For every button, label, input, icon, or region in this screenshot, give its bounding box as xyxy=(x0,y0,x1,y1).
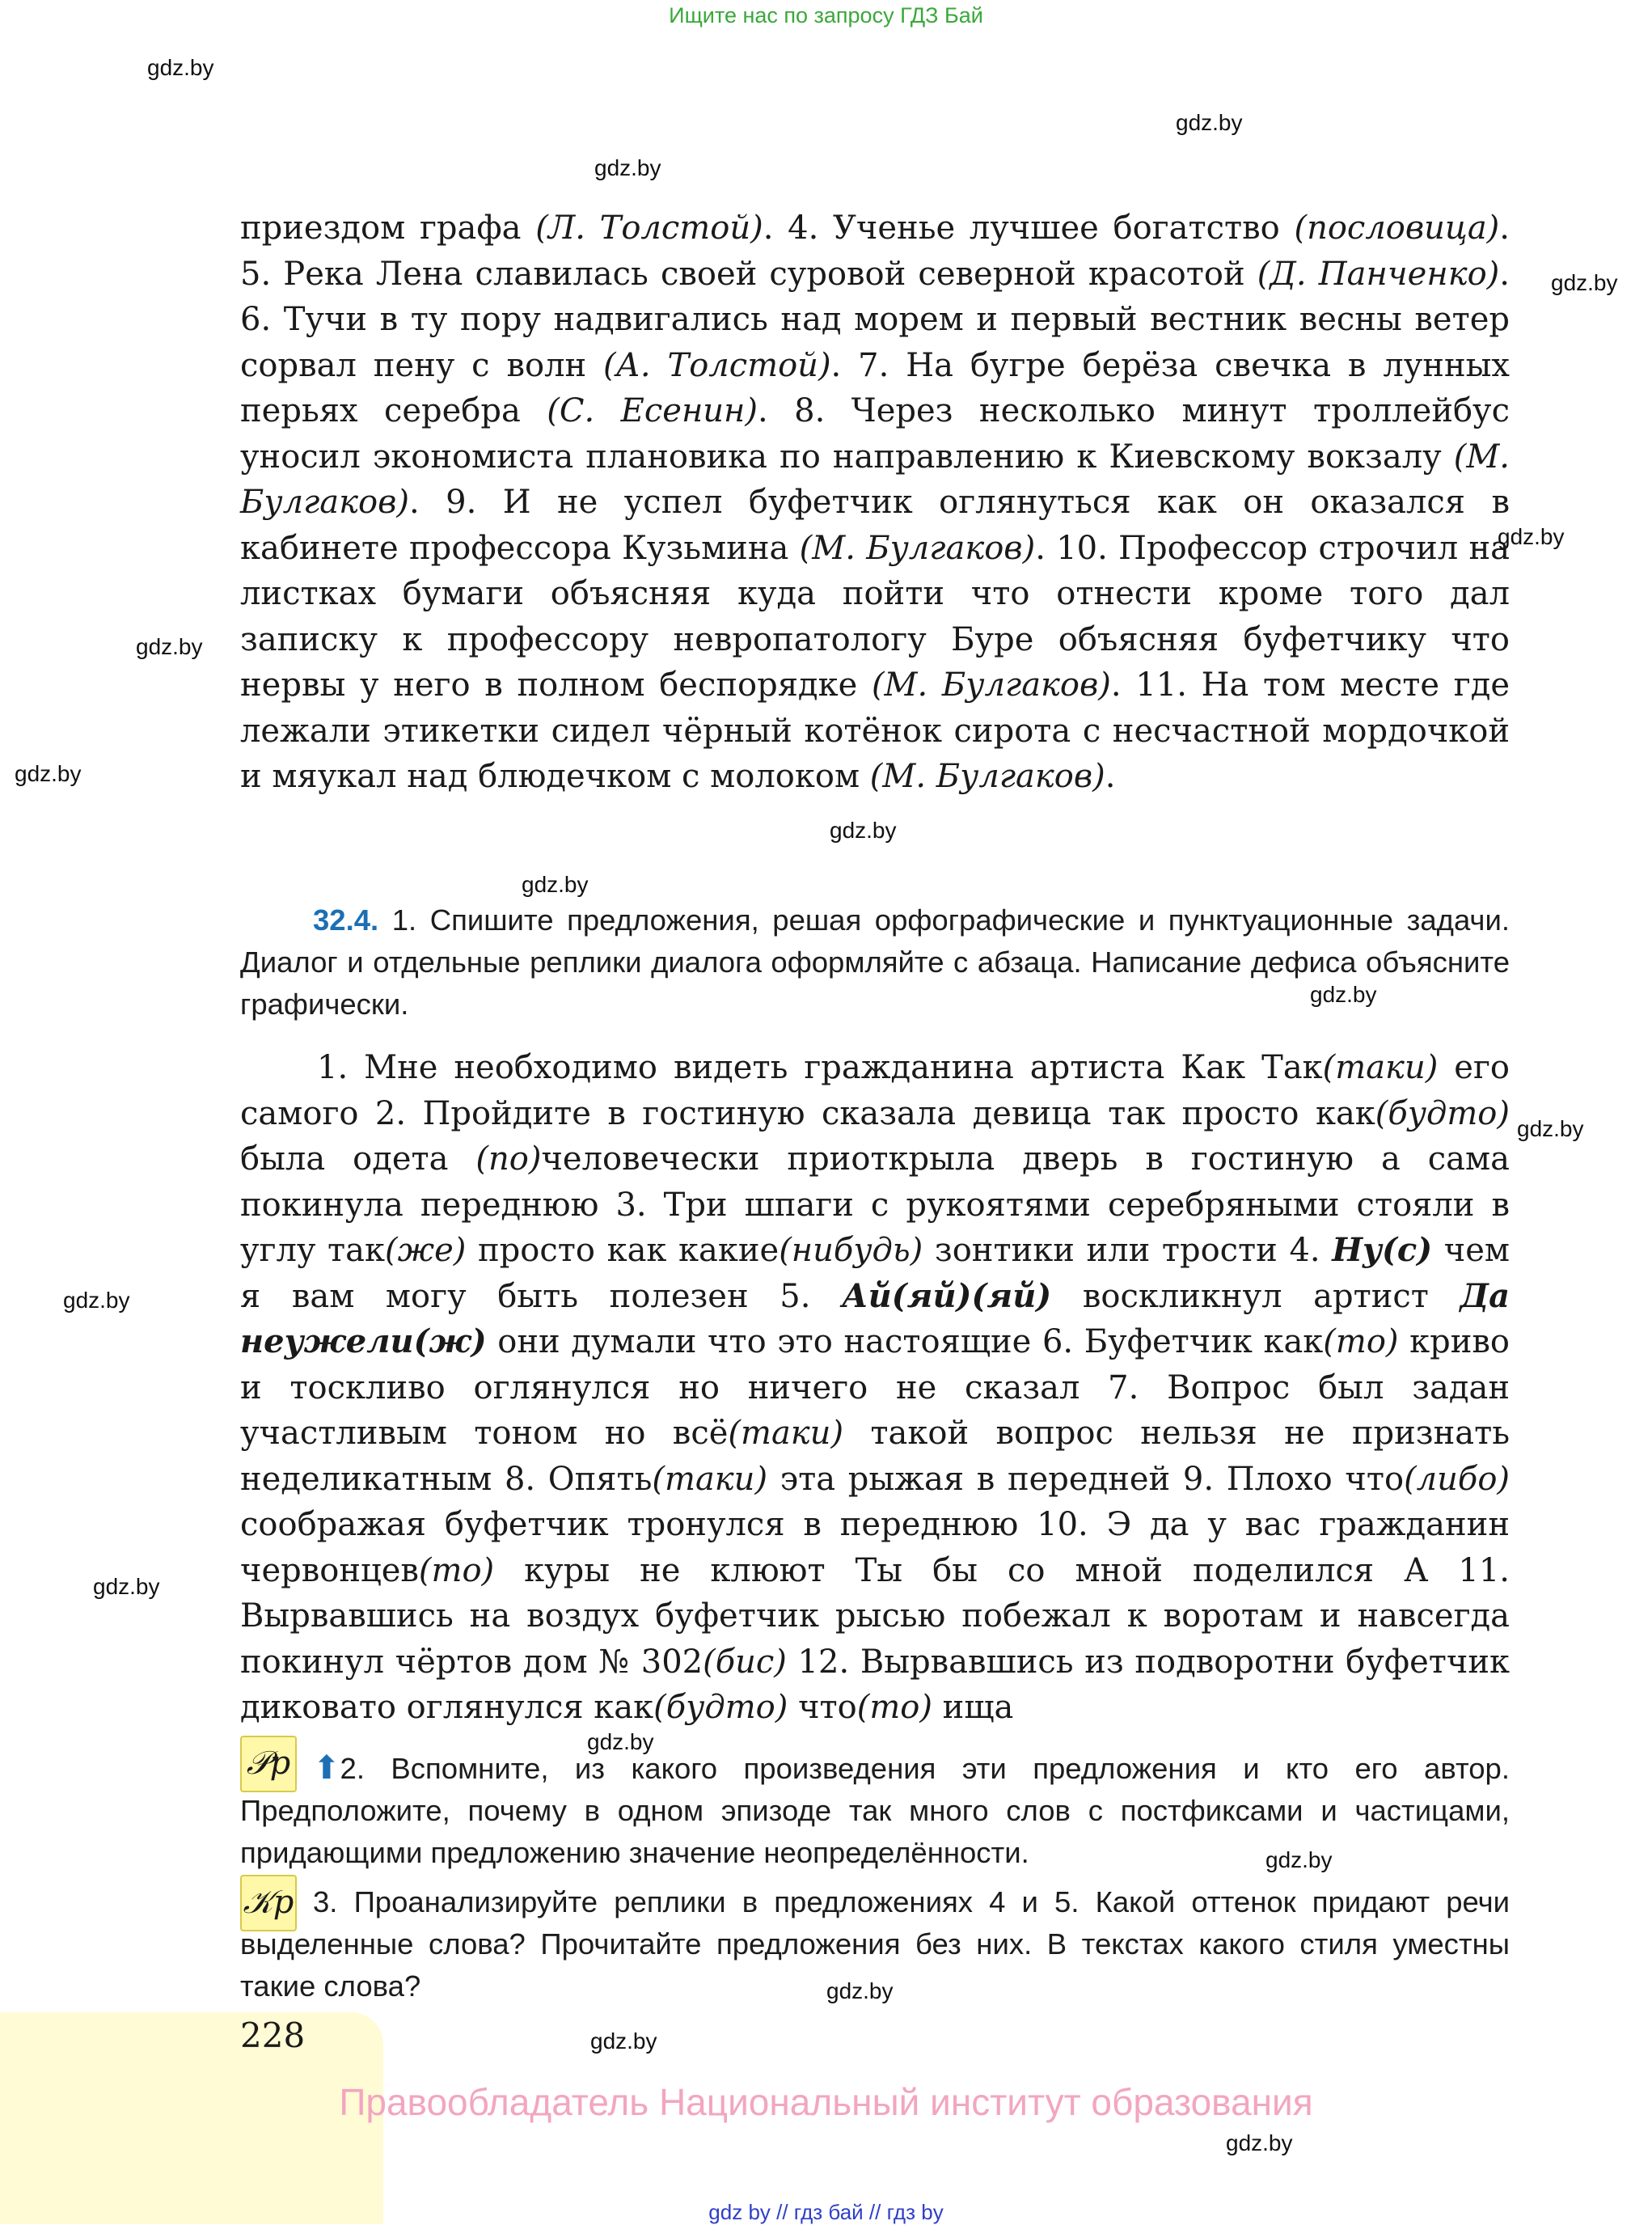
watermark: gdz.by xyxy=(93,1574,160,1599)
watermark: gdz.by xyxy=(1226,2130,1293,2155)
text-block-continuation xyxy=(240,205,1510,800)
watermark: gdz.by xyxy=(587,1729,654,1754)
exercise-task-3: 3. Проанализируйте реплики в предложениях 4 и 5. Какой оттенок придают речи выделенные слова? Прочитайте предложения без них. В текстах какого стиля уместны такие слова? xyxy=(240,1885,1510,2003)
watermark: gdz.by xyxy=(1310,982,1377,1007)
watermark: gdz.by xyxy=(1551,270,1618,295)
bottom-links[interactable]: gdz by // гдз бай // гдз by xyxy=(708,2200,944,2224)
watermark: gdz.by xyxy=(63,1288,130,1313)
exercise-task-2: ⬆2. Вспомните, из какого произведения эти предложения и кто его автор. Предположите, почему в одном эпизоде так много слов с постфиксами и частицами, придающими предложению значение неопределённости. xyxy=(240,1750,1510,1869)
pr-badge-icon: 𝒫р xyxy=(240,1736,297,1792)
sentences-3-11: приездом графа (Л. Толстой). 4. Ученье лучшее богатство (пословица). 5. Река Лена славилась своей суровой северной красотой (Д. Панченко). 6. Тучи в ту пору надвигались над морем и первый вестник весны ветер сорвал пену с волн (А. Толстой). 7. На бугре берёза свечка в лунных перьях серебра (С. Есенин). 8. Через несколько минут троллейбус уносил экономиста плановика по направлению к Киевскому вокзалу (М. Булгаков). 9. И не успел буфетчик оглянуться как он оказался в кабинете профессора Кузьмина (М. Булгаков). 10. Профессор строчил на листках бумаги объясняя куда пойти что отнести кроме того дал записку к профессору невропатологу Буре объясняя буфетчику что нервы у него в полном беспорядке (М. Булгаков). 11. На том месте где лежали этикетки сидел чёрный котёнок сирота с несчастной мордочкой и мяукал над блюдечком с молоком (М. Булгаков). xyxy=(240,209,1510,795)
watermark: gdz.by xyxy=(1517,1116,1584,1141)
highlighted-word: Ну(с) xyxy=(1332,1231,1433,1269)
watermark: gdz.by xyxy=(147,55,214,80)
copyright-owner: Правообладатель Национальный институт образования xyxy=(339,2081,1313,2123)
exercise-text: 1. Мне необходимо видеть гражданина артиста Как Так(таки) его самого 2. Пройдите в гостиную сказала девица так просто как(будто) была одета (по)человечески приоткрыла дверь в гостиную а сама покинула переднюю 3. Три шпаги с рукоятями серебряными стояли в углу так(же) просто как какие(нибудь) зонтики или трости 4. Ну(с) чем я вам могу быть полезен 5. Ай(яй)(яй) воскликнул артист Да неужели(ж) они думали что это настоящие 6. Буфетчик как(то) криво и тоскливо оглянулся но ничего не сказал 7. Вопрос был задан участливым тоном но всё(таки) такой вопрос нельзя не признать неделикатным 8. Опять(таки) эта рыжая в передней 9. Плохо что(либо) соображая буфетчик тронулся в переднюю 10. Э да у вас гражданин червонцев(то) куры не клюют Ты бы со мной поделился А 11. Вырвавшись на воздух буфетчик рысью побежал к воротам и навсегда покинул чёртов дом № 302(бис) 12. Вырвавшись из подворотни буфетчик диковато оглянулся как(будто) что(то) ища xyxy=(240,1049,1510,1726)
highlighted-word: Ай(яй)(яй) xyxy=(842,1276,1052,1315)
watermark: gdz.by xyxy=(826,1978,894,2003)
watermark: gdz.by xyxy=(594,155,661,180)
exercise-number: 32.4. xyxy=(313,903,379,937)
watermark: gdz.by xyxy=(522,872,589,897)
kr-badge-icon: 𝒦р xyxy=(240,1875,297,1931)
page-number: 228 xyxy=(240,2016,306,2055)
arrow-up-icon: ⬆ xyxy=(313,1750,340,1786)
watermark: gdz.by xyxy=(15,761,82,786)
watermark: gdz.by xyxy=(590,2028,657,2054)
watermark: gdz.by xyxy=(136,634,203,659)
highlighted-word: Да неужели(ж) xyxy=(240,1276,1510,1360)
exercise-task-1: 32.4. 1. Спишите предложения, решая орфографические и пунктуационные задачи. Диалог и отдельные реплики диалога оформляйте с абзаца. Написание дефиса объясните графически. xyxy=(240,903,1510,1021)
watermark: gdz.by xyxy=(1265,1847,1333,1872)
watermark: gdz.by xyxy=(1176,110,1243,135)
watermark: gdz.by xyxy=(830,818,897,843)
watermark: gdz.by xyxy=(1498,524,1565,549)
top-banner[interactable]: Ищите нас по запросу ГДЗ Бай xyxy=(669,3,983,27)
